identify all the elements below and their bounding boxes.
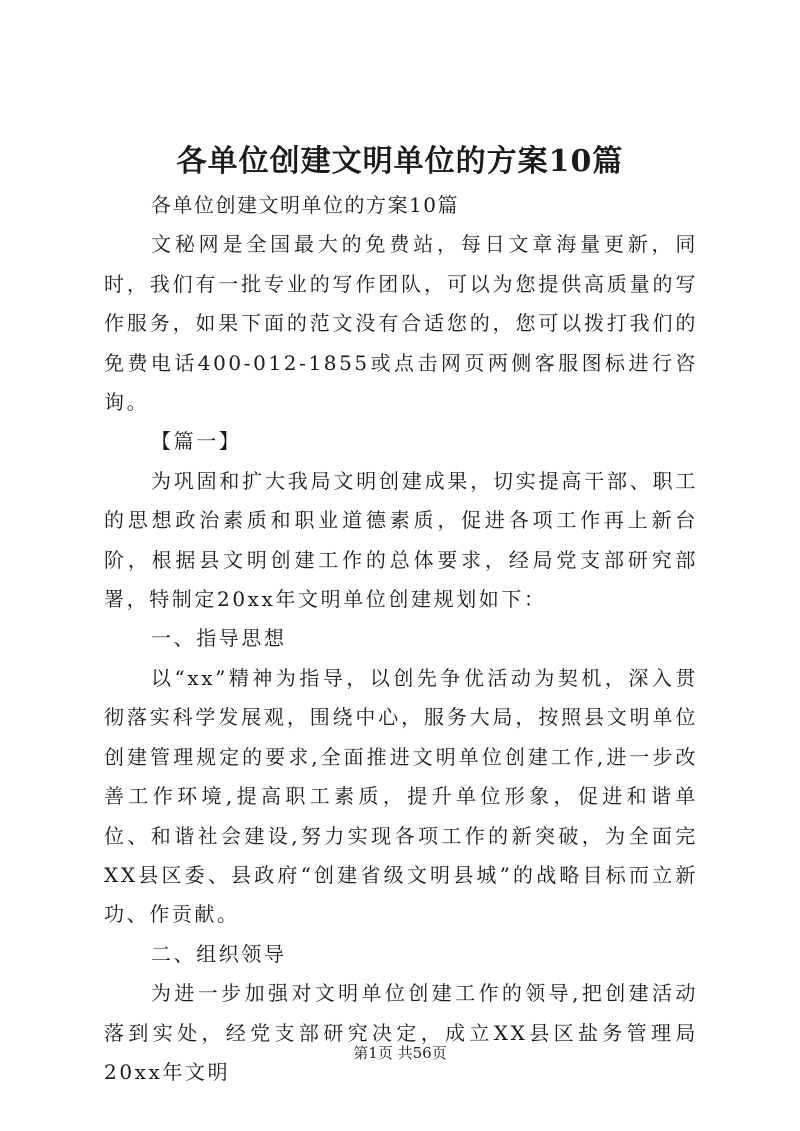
body-paragraph: 为巩固和扩大我局文明创建成果，切实提高干部、职工的思想政治素质和职业道德素质，促进各项工作再上新台阶，根据县文明创建工作的总体要求，经局党支部研究部署，特制定20xx年文明单位创建规划如下： [104, 468, 698, 612]
body-paragraph: 以“xx”精神为指导，以创先争优活动为契机，深入贯彻落实科学发展观，围绕中心，服务大局，按照县文明单位创建管理规定的要求,全面推进文明单位创建工作,进一步改善工作环境,提高职工素质，提升单位形象，促进和谐单位、和谐社会建设,努力实现各项工作的新突破，为全面完XX县区委、县政府“创建省级文明县城”的战略目标而立新功、作贡献。 [104, 665, 698, 927]
document-body [104, 186, 698, 1092]
section-heading-organization: 二、组织领导 [151, 941, 287, 966]
intro-paragraph: 文秘网是全国最大的免费站，每日文章海量更新，同时，我们有一批专业的写作团队，可以为您提供高质量的写作服务，如果下面的范文没有合适您的，您可以拨打我们的免费电话400-012-1855或点击网页两侧客服图标进行咨询。 [104, 232, 698, 415]
body-paragraph: 为进一步加强对文明单位创建工作的领导,把创建活动落到实处，经党支部研究决定，成立XX县区盐务管理局20xx年文明 [104, 981, 698, 1084]
document-title: 各单位创建文明单位的方案10篇 [176, 144, 624, 179]
section-heading-part-one: 【篇一】 [151, 429, 242, 454]
subtitle-paragraph: 各单位创建文明单位的方案10篇 [151, 193, 459, 217]
page-number-footer: 第1页 共56页 [353, 1044, 447, 1062]
section-heading-guiding-thought: 一、指导思想 [151, 626, 287, 651]
